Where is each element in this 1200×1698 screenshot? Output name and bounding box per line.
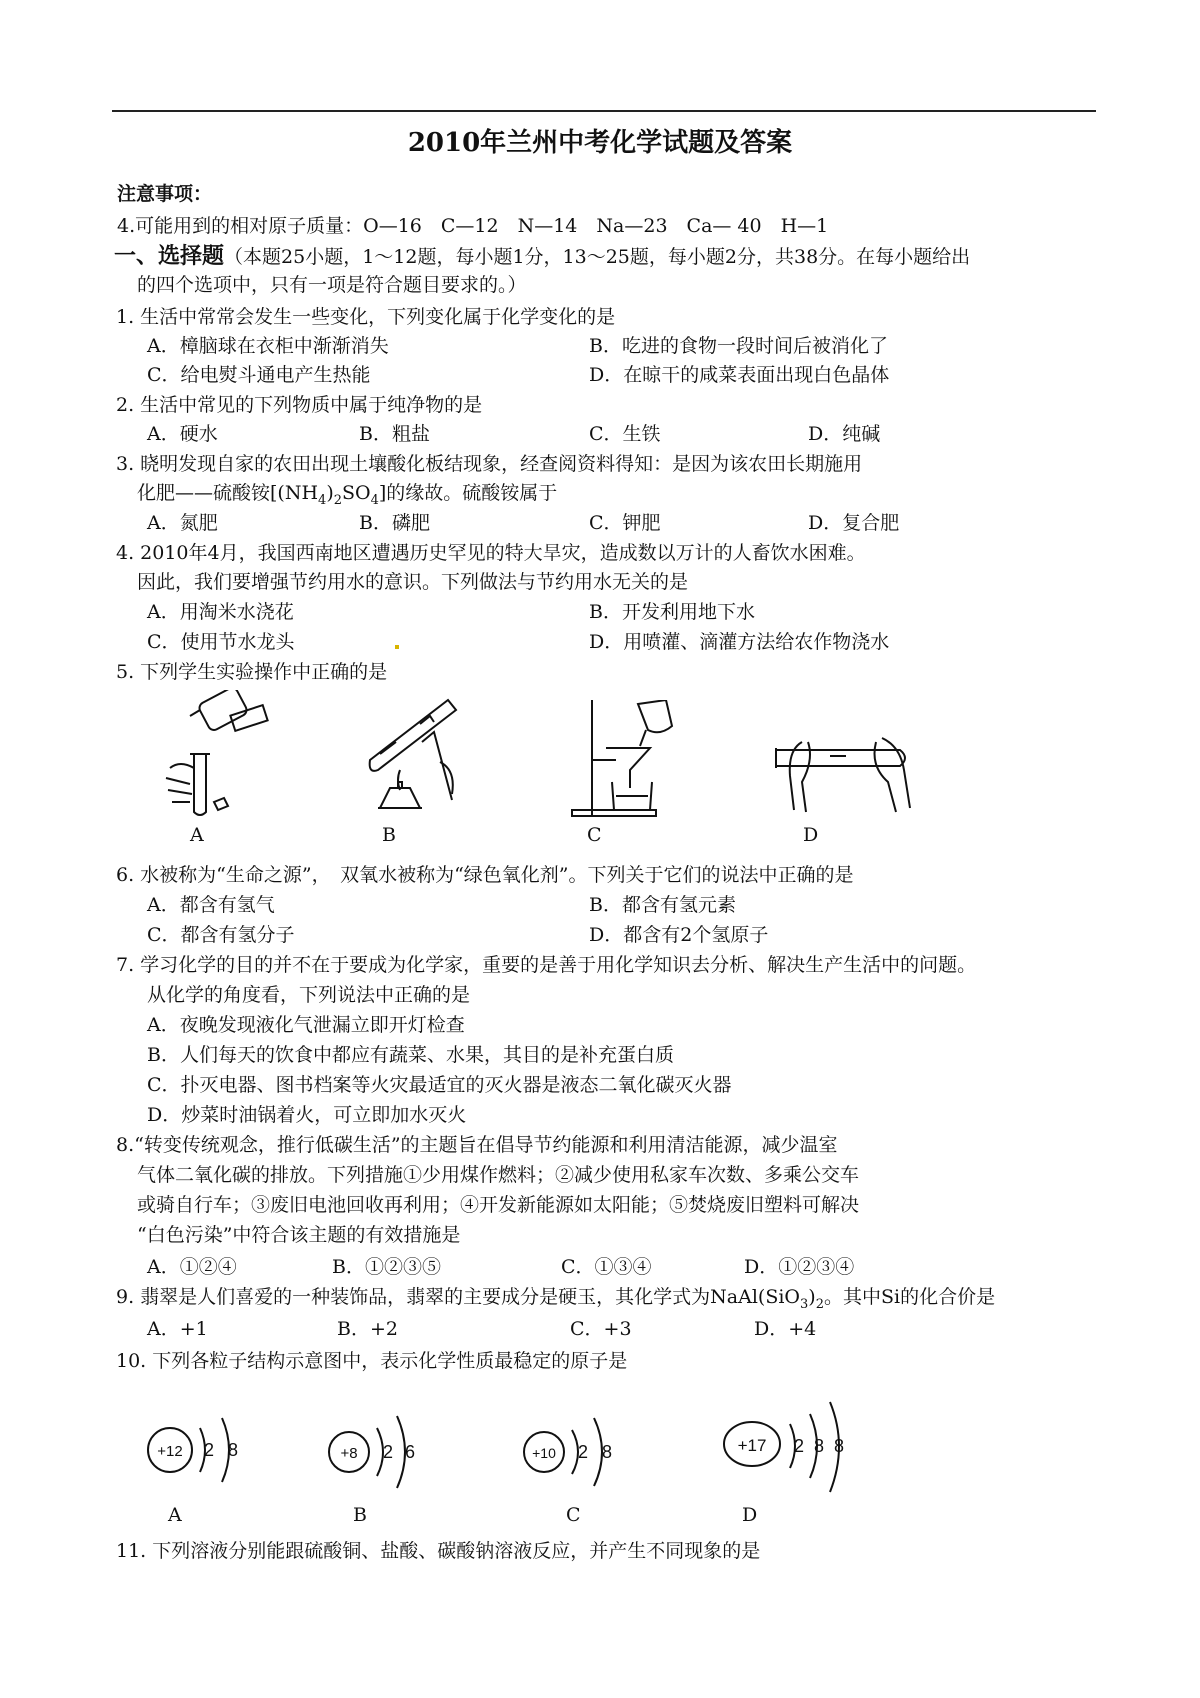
q9-text-1: 9. 翡翠是人们喜爱的一种装饰品，翡翠的主要成分是硬玉，其化学式为NaAl(SiO xyxy=(116,1286,801,1308)
notes-header: 注意事项： xyxy=(117,183,213,205)
scan-speck xyxy=(395,645,399,649)
atom-a-shell-1: 2 xyxy=(204,1440,215,1460)
q10-stem: 10. 下列各粒子结构示意图中，表示化学性质最稳定的原子是 xyxy=(116,1350,628,1372)
q3-option-c: C．钾肥 xyxy=(589,512,661,534)
q8-stem-cont-1: 气体二氧化碳的排放。下列措施①少用煤作燃料；②减少使用私家车次数、多乘公交车 xyxy=(137,1164,860,1186)
q3-option-b: B．磷肥 xyxy=(359,512,430,534)
section-heading: 一、选择题 xyxy=(114,243,225,269)
lab-figure-b xyxy=(360,690,490,820)
q8-option-d: D．①②③④ xyxy=(744,1256,855,1278)
q4-option-a: A．用淘米水浇花 xyxy=(147,601,294,623)
q4-stem: 4. 2010年4月，我国西南地区遭遇历史罕见的特大旱灾，造成数以万计的人畜饮水困难。 xyxy=(116,542,866,564)
q7-stem-cont: 从化学的角度看，下列说法中正确的是 xyxy=(147,984,471,1006)
atom-d-shell-2: 8 xyxy=(814,1436,825,1456)
q1-option-d: D．在晾干的咸菜表面出现白色晶体 xyxy=(589,364,890,386)
lab-label-a: A xyxy=(190,824,204,846)
q4-option-c: C．使用节水龙头 xyxy=(147,631,295,653)
q4-stem-cont: 因此，我们要增强节约用水的意识。下列做法与节约用水无关的是 xyxy=(137,571,689,593)
atom-d-shell-1: 2 xyxy=(794,1436,805,1456)
q3-stem: 3. 晓明发现自家的农田出现土壤酸化板结现象，经查阅资料得知：是因为该农田长期施用 xyxy=(116,453,863,475)
q3-sub-1: 4 xyxy=(318,492,327,508)
q1-option-b: B．吃进的食物一段时间后被消化了 xyxy=(589,335,888,357)
q3-option-a: A．氮肥 xyxy=(147,512,218,534)
q3-option-d: D．复合肥 xyxy=(808,512,900,534)
q2-option-b: B．粗盐 xyxy=(359,423,430,445)
q8-option-b: B．①②③⑤ xyxy=(332,1256,441,1278)
q4-option-d: D．用喷灌、滴灌方法给农作物浇水 xyxy=(589,631,890,653)
q7-option-b: B．人们每天的饮食中都应有蔬菜、水果，其目的是补充蛋白质 xyxy=(147,1044,674,1066)
q6-option-a: A．都含有氢气 xyxy=(147,894,275,916)
q11-stem: 11. 下列溶液分别能跟硫酸铜、盐酸、碳酸钠溶液反应，并产生不同现象的是 xyxy=(116,1540,761,1562)
q3-text-4: ]的缘故。硫酸铵属于 xyxy=(378,482,558,504)
atom-d-shell-3: 8 xyxy=(834,1436,845,1456)
q4-option-b: B．开发利用地下水 xyxy=(589,601,755,623)
q6-option-b: B．都含有氢元素 xyxy=(589,894,736,916)
q9-option-c: C．+3 xyxy=(570,1318,632,1340)
q1-option-a: A．樟脑球在衣柜中渐渐消失 xyxy=(147,335,389,357)
atom-label-a: A xyxy=(168,1504,182,1526)
q8-stem-cont-3: “白色污染”中符合该主题的有效措施是 xyxy=(137,1224,461,1246)
q3-sub-3: 4 xyxy=(370,492,379,508)
lab-figure-c xyxy=(566,700,696,822)
q3-text-2: ) xyxy=(326,482,334,504)
atom-label-c: C xyxy=(566,1504,581,1526)
atom-diagram-a xyxy=(140,1400,280,1500)
section-description: （本题25小题，1～12题，每小题1分，13～25题，每小题2分，共38分。在每小题给出 xyxy=(224,246,971,268)
q5-stem: 5. 下列学生实验操作中正确的是 xyxy=(116,661,388,683)
lab-label-c: C xyxy=(587,824,602,846)
atom-b-shell-2: 6 xyxy=(405,1442,416,1462)
q8-stem: 8.“转变传统观念，推行低碳生活”的主题旨在倡导节约能源和利用清洁能源，减少温室 xyxy=(116,1134,838,1156)
atom-diagram-b xyxy=(325,1400,465,1500)
atom-a-nucleus: +12 xyxy=(157,1443,183,1460)
q1-option-c: C．给电熨斗通电产生热能 xyxy=(147,364,371,386)
note-atomic-masses: 4.可能用到的相对原子质量：O—16 C—12 N—14 Na—23 Ca— 40 H—1 xyxy=(117,215,829,237)
atom-c-shell-1: 2 xyxy=(578,1442,589,1462)
q7-option-d: D．炒菜时油锅着火，可立即加水灭火 xyxy=(147,1104,467,1126)
q7-stem: 7. 学习化学的目的并不在于要成为化学家，重要的是善于用化学知识去分析、解决生产生活中的问题。 xyxy=(116,954,977,976)
lab-figure-d xyxy=(772,720,922,820)
q9-text-2: ) xyxy=(808,1286,816,1308)
q3-sub-2: 2 xyxy=(333,492,343,508)
q3-stem-cont xyxy=(137,480,557,514)
q6-option-d: D．都含有2个氢原子 xyxy=(589,924,769,946)
atom-a-shell-2: 8 xyxy=(228,1440,239,1460)
q6-stem: 6. 水被称为“生命之源”， 双氧水被称为“绿色氧化剂”。下列关于它们的说法中正确的是 xyxy=(116,864,854,886)
atom-diagram-c xyxy=(518,1400,658,1500)
section-description-cont: 的四个选项中，只有一项是符合题目要求的。） xyxy=(137,274,527,296)
q8-option-a: A．①②④ xyxy=(147,1256,237,1278)
q9-option-a: A．+1 xyxy=(147,1318,208,1340)
atom-b-nucleus: +8 xyxy=(340,1445,358,1462)
lab-label-b: B xyxy=(382,824,396,846)
section-heading-line xyxy=(114,243,970,270)
atom-b-shell-1: 2 xyxy=(383,1442,394,1462)
atom-label-b: B xyxy=(353,1504,367,1526)
atom-c-nucleus: +10 xyxy=(532,1445,556,1461)
q6-option-c: C．都含有氢分子 xyxy=(147,924,295,946)
q2-option-d: D．纯碱 xyxy=(808,423,881,445)
q2-option-a: A．硬水 xyxy=(147,423,218,445)
atom-d-nucleus: +17 xyxy=(737,1436,767,1455)
atom-label-d: D xyxy=(742,1504,758,1526)
atom-c-shell-2: 8 xyxy=(602,1442,613,1462)
q8-stem-cont-2: 或骑自行车；③废旧电池回收再利用；④开发新能源如太阳能；⑤焚烧废旧塑料可解决 xyxy=(137,1194,860,1216)
q9-text-3: 。其中Si的化合价是 xyxy=(824,1286,996,1308)
top-rule xyxy=(112,110,1096,112)
q3-text-1: 化肥——硫酸铵[(NH xyxy=(137,482,319,504)
q3-text-3: SO xyxy=(342,482,371,504)
q2-option-c: C．生铁 xyxy=(589,423,661,445)
lab-figure-a xyxy=(160,690,280,820)
q9-sub-1: 3 xyxy=(800,1296,809,1312)
q2-stem: 2. 生活中常见的下列物质中属于纯净物的是 xyxy=(116,394,483,416)
q9-option-b: B．+2 xyxy=(337,1318,398,1340)
q9-option-d: D．+4 xyxy=(754,1318,817,1340)
q9-sub-2: 2 xyxy=(815,1296,824,1312)
q1-stem: 1. 生活中常常会发生一些变化，下列变化属于化学变化的是 xyxy=(116,306,616,328)
q7-option-c: C．扑灭电器、图书档案等火灾最适宜的灭火器是液态二氧化碳灭火器 xyxy=(147,1074,732,1096)
q8-option-c: C．①③④ xyxy=(561,1256,652,1278)
q9-stem xyxy=(116,1284,995,1318)
page-title: 2010年兰州中考化学试题及答案 xyxy=(407,128,793,158)
q7-option-a: A．夜晚发现液化气泄漏立即开灯检查 xyxy=(147,1014,465,1036)
lab-label-d: D xyxy=(803,824,819,846)
atom-diagram-d xyxy=(718,1394,868,1500)
